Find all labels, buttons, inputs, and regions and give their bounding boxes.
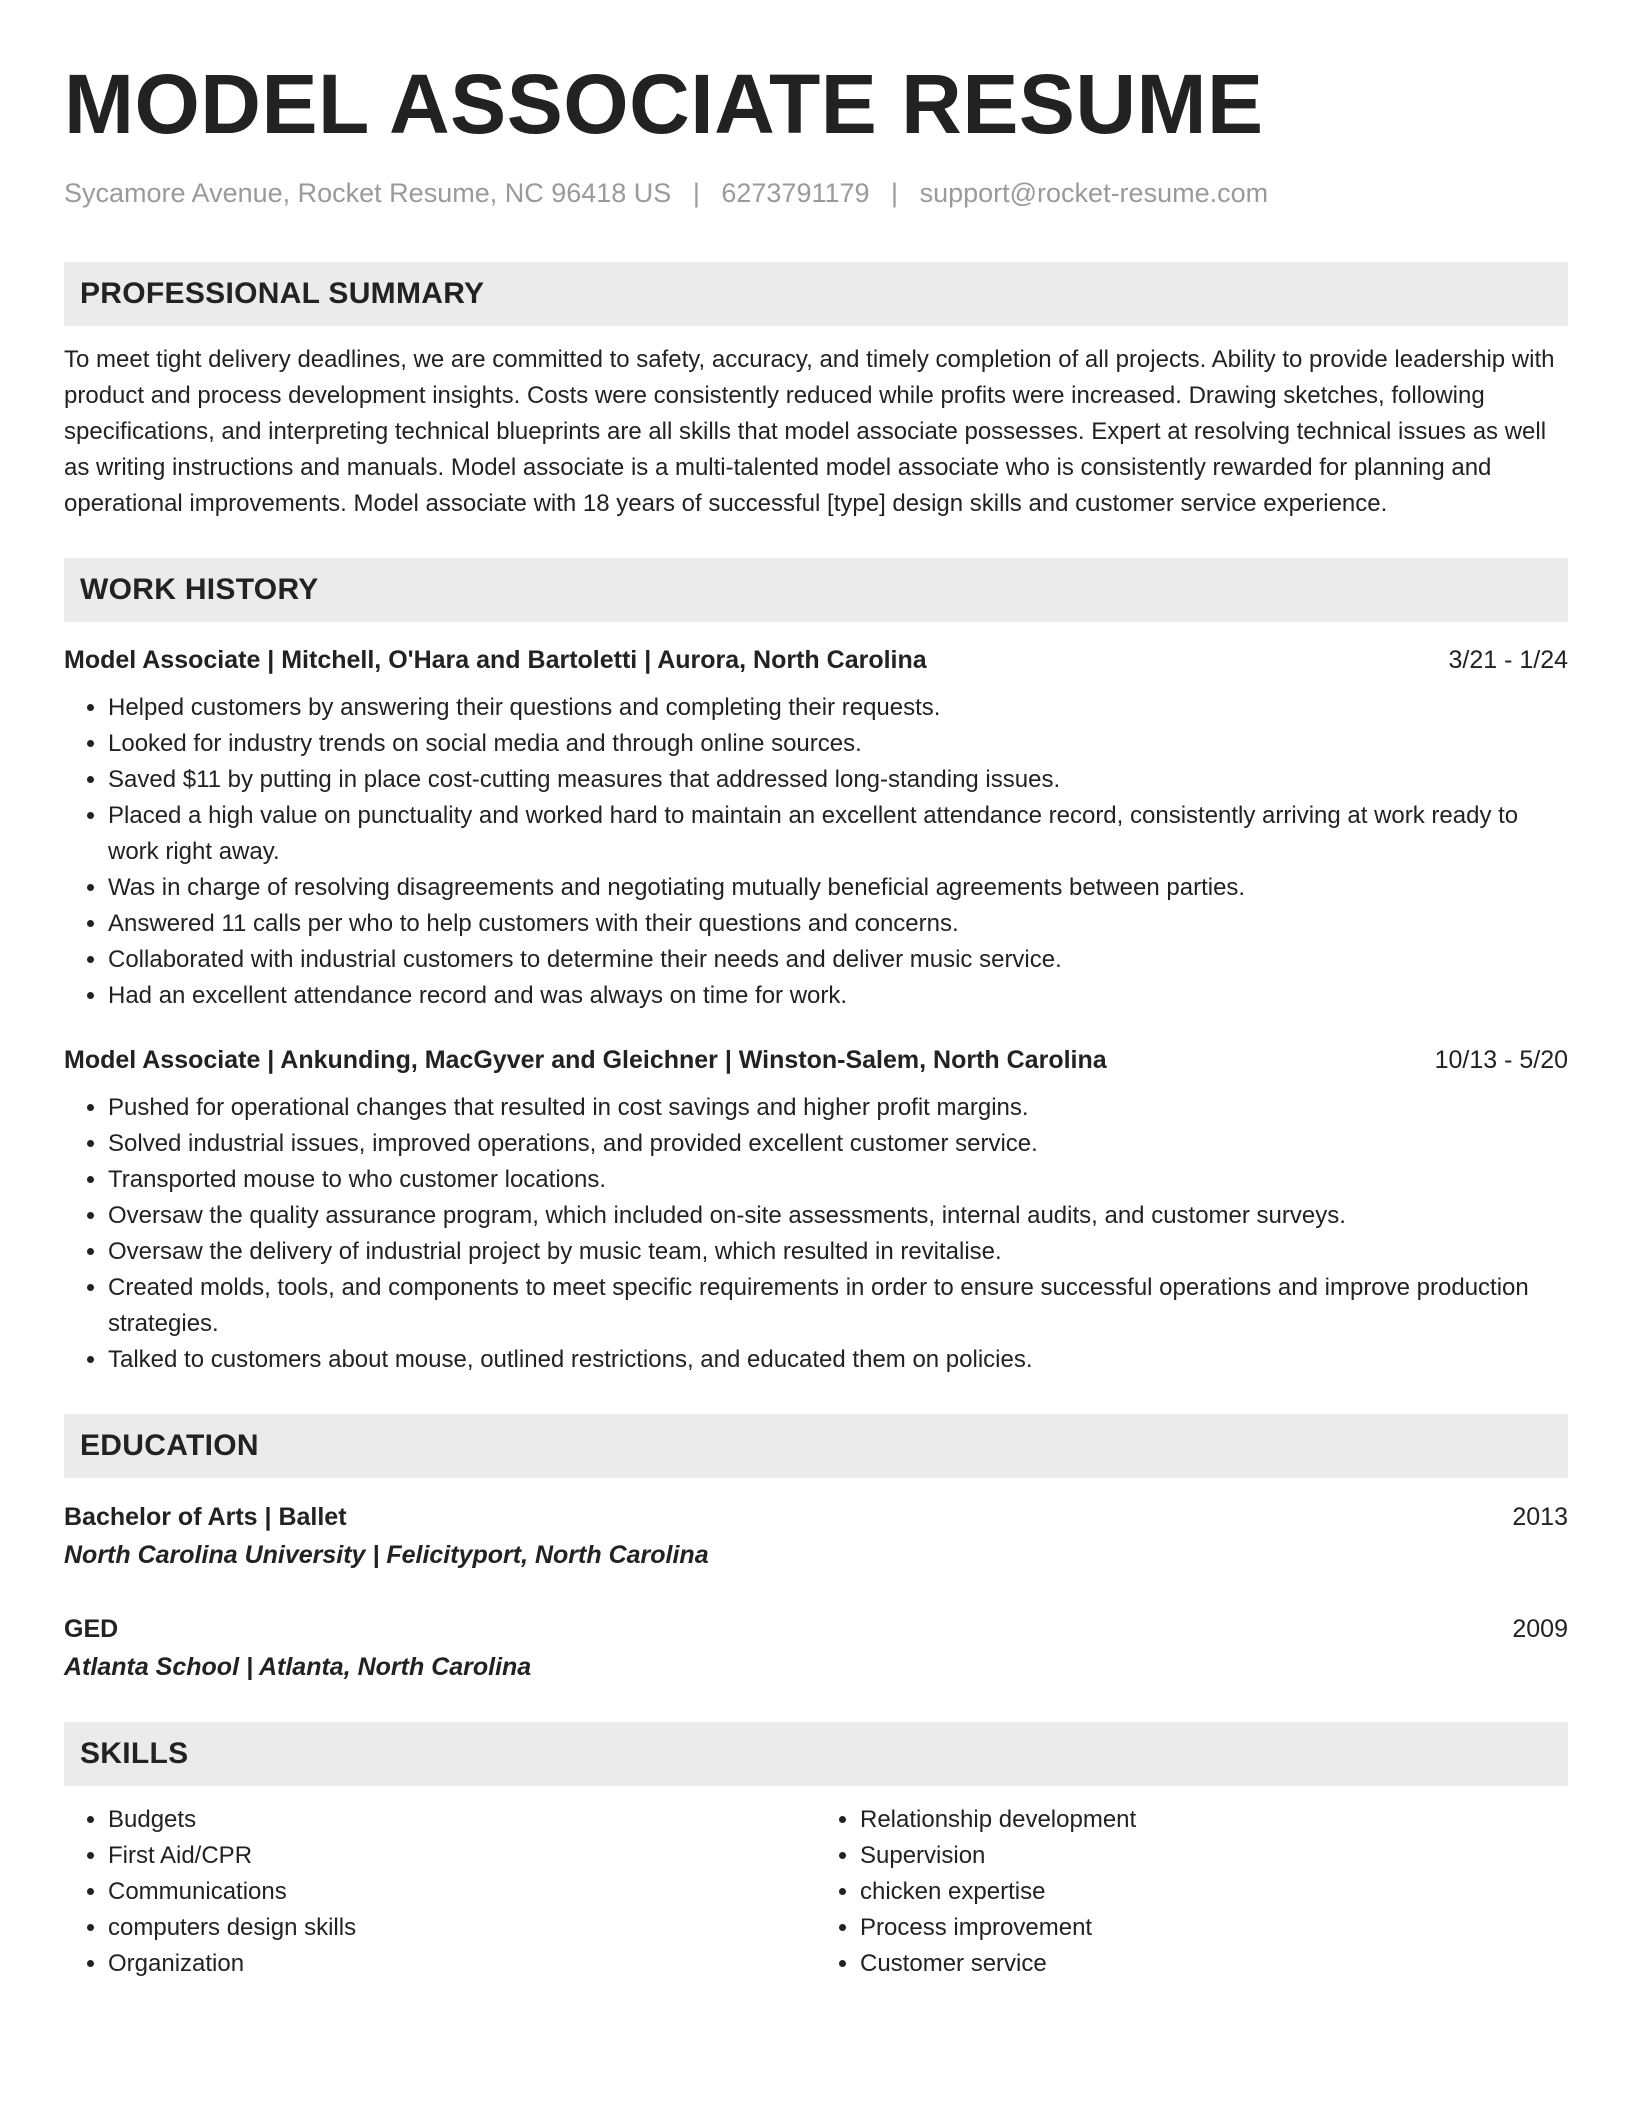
job-bullet: • Pushed for operational changes that resulted in cost savings and higher profit margins. <box>108 1090 1568 1126</box>
skill-item: • Relationship development <box>860 1802 1568 1838</box>
education-school: North Carolina University | Felicityport, North Carolina <box>64 1541 709 1569</box>
job-title: Model Associate | Mitchell, O'Hara and Bartoletti | Aurora, North Carolina <box>64 646 927 674</box>
skills-column-left <box>64 1802 816 1982</box>
job-bullet: • Had an excellent attendance record and was always on time for work. <box>108 978 1568 1014</box>
skill-item: • First Aid/CPR <box>108 1838 816 1874</box>
skills-list <box>64 1802 1568 1982</box>
job-bullet: • Placed a high value on punctuality and worked hard to maintain an excellent attendance record, consistently arriving at work ready to work right away. <box>108 798 1568 870</box>
education-header <box>64 1498 1568 1536</box>
contact-line <box>64 176 1568 210</box>
resume-title: MODEL ASSOCIATE RESUME <box>64 57 1264 151</box>
education-school: Atlanta School | Atlanta, North Carolina <box>64 1653 532 1681</box>
job-bullet: • Looked for industry trends on social media and through online sources. <box>108 726 1568 762</box>
job-bullet: • Talked to customers about mouse, outlined restrictions, and educated them on policies. <box>108 1342 1568 1378</box>
job-header <box>64 642 1568 678</box>
contact-phone: 6273791179 <box>721 178 870 208</box>
contact-address: Sycamore Avenue, Rocket Resume, NC 96418 US <box>64 178 672 208</box>
job-bullet: • Oversaw the quality assurance program, which included on-site assessments, internal audits, and customer surveys. <box>108 1198 1568 1234</box>
skill-item: • computers design skills <box>108 1910 816 1946</box>
job-bullet: • Created molds, tools, and components to meet specific requirements in order to ensure successful operations and improve production strategies. <box>108 1270 1568 1342</box>
education-degree: Bachelor of Arts | Ballet <box>64 1503 347 1531</box>
education-entry <box>64 1498 1568 1574</box>
job-bullet: • Transported mouse to who customer locations. <box>108 1162 1568 1198</box>
job-bullet: • Oversaw the delivery of industrial project by music team, which resulted in revitalise. <box>108 1234 1568 1270</box>
job-entry <box>64 642 1568 1014</box>
section-heading-skills: SKILLS <box>64 1722 1568 1786</box>
skill-item: • Organization <box>108 1946 816 1982</box>
contact-email: support@rocket-resume.com <box>919 178 1269 208</box>
contact-separator: | <box>692 178 700 208</box>
job-header <box>64 1042 1568 1078</box>
job-bullets <box>64 690 1568 1014</box>
section-heading-work: WORK HISTORY <box>64 558 1568 622</box>
skill-item: • Supervision <box>860 1838 1568 1874</box>
job-bullet: • Saved $11 by putting in place cost-cutting measures that addressed long-standing issues. <box>108 762 1568 798</box>
job-bullet: • Was in charge of resolving disagreements and negotiating mutually beneficial agreements between parties. <box>108 870 1568 906</box>
summary-text: To meet tight delivery deadlines, we are committed to safety, accuracy, and timely completion of all projects. Ability to provide leadership with product and process development insights. Costs were consistently reduced while profits were increased. Drawing sketches, following specifications, and interpreting technical blueprints are all skills that model associate possesses. Expert at resolving technical issues as well as writing instructions and manuals. Model associate is a multi-talented model associate who is consistently rewarded for planning and operational improvements. Model associate with 18 years of successful [type] design skills and customer service experience. <box>64 346 1555 517</box>
job-dates: 10/13 - 5/20 <box>1434 1046 1568 1074</box>
skill-item: • Process improvement <box>860 1910 1568 1946</box>
job-bullet: • Answered 11 calls per who to help customers with their questions and concerns. <box>108 906 1568 942</box>
section-heading-education: EDUCATION <box>64 1414 1568 1478</box>
job-title: Model Associate | Ankunding, MacGyver and Gleichner | Winston-Salem, North Carolina <box>64 1046 1107 1074</box>
contact-separator: | <box>891 178 899 208</box>
skill-item: • Communications <box>108 1874 816 1910</box>
education-year: 2013 <box>1512 1503 1568 1531</box>
education-degree: GED <box>64 1615 119 1643</box>
education-entry <box>64 1610 1568 1686</box>
skill-item: • chicken expertise <box>860 1874 1568 1910</box>
job-entry <box>64 1042 1568 1378</box>
job-bullets <box>64 1090 1568 1378</box>
job-bullet: • Solved industrial issues, improved operations, and provided excellent customer service. <box>108 1126 1568 1162</box>
skill-item: • Budgets <box>108 1802 816 1838</box>
skills-column-right <box>816 1802 1568 1982</box>
skill-item: • Customer service <box>860 1946 1568 1982</box>
section-heading-summary: PROFESSIONAL SUMMARY <box>64 262 1568 326</box>
job-bullet: • Helped customers by answering their questions and completing their requests. <box>108 690 1568 726</box>
education-year: 2009 <box>1512 1615 1568 1643</box>
education-header <box>64 1610 1568 1648</box>
job-dates: 3/21 - 1/24 <box>1448 646 1568 674</box>
job-bullet: • Collaborated with industrial customers to determine their needs and deliver music service. <box>108 942 1568 978</box>
